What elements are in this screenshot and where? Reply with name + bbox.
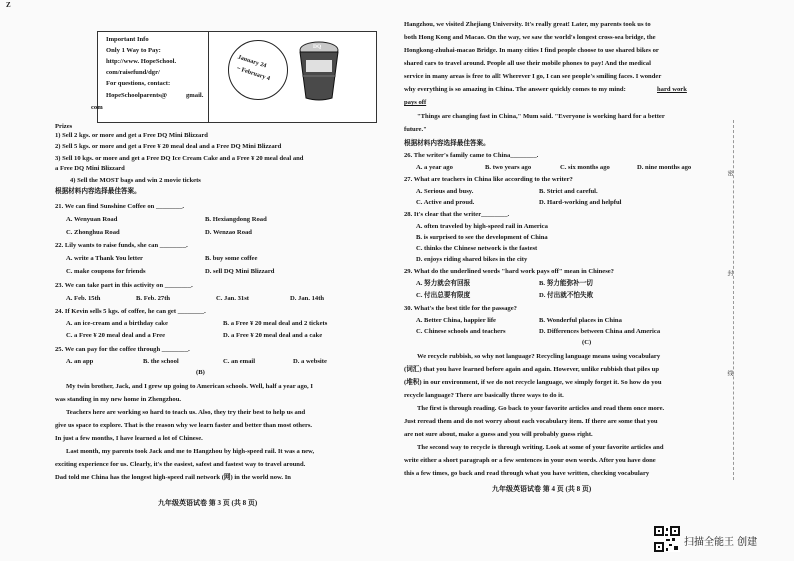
info-email: gmail. <box>186 92 204 99</box>
option: A. 努力就会有回报 <box>416 280 471 287</box>
prize-item: 2) Sell 5 kgs. or more and get a Free ¥ 20 meal deal and a Free DQ Mini Blizzard <box>55 143 282 150</box>
question-29: 29. What do the underlined words "hard work pays off" mean in Chinese? <box>404 268 614 275</box>
question-24: 24. If Kevin sells 5 kgs. of coffee, he can get ________. <box>55 308 206 315</box>
passage-c-line: The first is through reading. Go back to your favorite articles and read them once more. <box>417 405 665 412</box>
question-30: 30. What's the best title for the passage? <box>404 305 517 312</box>
passage-c-line: recycle language? There are basically three ways to do it. <box>404 392 564 399</box>
option: D. 付出就不怕失败 <box>539 292 594 299</box>
option: A. write a Thank You letter <box>66 255 143 262</box>
option: C. Jan. 31st <box>216 295 249 302</box>
question-27: 27. What are teachers in China like according to the writer? <box>404 176 573 183</box>
passage-line: My twin brother, Jack, and I grew up going to American schools. Well, half a year ago, I <box>66 383 313 390</box>
question-23: 23. We can take part in this activity on ________. <box>55 282 193 289</box>
option: D. Differences between China and America <box>539 328 661 335</box>
option: D. a Free ¥ 20 meal deal and a cake <box>223 332 323 339</box>
option: D. a website <box>293 358 327 365</box>
dq-logo: DQ <box>313 44 322 50</box>
passage-c-line: (词汇) that you have learned before again and again. However, unlike rubbish that piles up <box>404 366 659 373</box>
option: A. Feb. 15th <box>66 295 101 302</box>
passage-line: was standing in my new home in Zhengzhou. <box>55 396 182 403</box>
passage-c-line: this a few times, go back and read through what you have written, checking vocabulary <box>404 470 650 477</box>
option: A. Wenyuan Road <box>66 216 118 223</box>
info-email: HopeSchoolparents@ <box>106 92 167 99</box>
option: B. Wonderful places in China <box>539 317 622 324</box>
passage-line: Hangzhou, we visited Zhejiang University. It's really great! Later, my parents took us to <box>404 21 651 28</box>
passage-c-line: The second way to recycle is through writing. Look at some of your favorite articles and <box>417 444 664 451</box>
info-url: com/raisefund/dgr/ <box>106 69 160 76</box>
prize-item: 4) Sell the MOST bags and win 2 movie tickets <box>70 177 201 184</box>
option: D. Wenzao Road <box>205 229 252 236</box>
date-start: January 24 <box>236 53 268 70</box>
date-end: ~ February 4 <box>235 64 271 83</box>
page-footer: 九年级英语试卷 第 4 页 (共 8 页) <box>492 485 592 493</box>
info-line: Only 1 Way to Pay: <box>106 47 161 54</box>
option: C. a Free ¥ 20 meal deal and a Free <box>66 332 166 339</box>
passage-c-line: (堆积) in our environment, if we do not recycle language, we simply forget it. So how do you <box>404 379 662 386</box>
seal-line-mark: 封 <box>726 270 732 276</box>
passage-line: In just a few months, I have learned a lot of Chinese. <box>55 435 203 442</box>
passage-line: Dad told me China has the longest high-speed rail network (网) in the world now. In <box>55 474 291 481</box>
option: B. two years ago <box>485 164 532 171</box>
passage-line: "Things are changing fast in China," Mum said. "Everyone is working hard for a better <box>417 113 665 120</box>
instruction: 根据材料内容选择最佳答案。 <box>404 140 490 147</box>
scanner-watermark: 扫描全能王 创建 <box>684 537 758 548</box>
option: C. Zhonghua Road <box>66 229 120 236</box>
option: B. Strict and careful. <box>539 188 598 195</box>
info-line: For questions, contact: <box>106 80 171 87</box>
passage-c-line: write either a short paragraph or a few sentences in your own words. After you have done <box>404 457 656 464</box>
option: B. Feb. 27th <box>136 295 171 302</box>
option: D. Jan. 14th <box>290 295 325 302</box>
right-page <box>397 0 794 561</box>
passage-line: future." <box>404 126 427 133</box>
passage-line: Last month, my parents took Jack and me to Hangzhou by high-speed rail. It was a new, <box>66 448 315 455</box>
option: A. often traveled by high-speed rail in America <box>416 223 548 230</box>
question-28: 28. It's clear that the writer________. <box>404 211 510 218</box>
question-26: 26. The writer's family came to China________. <box>404 152 539 159</box>
passage-line: Teachers here are working so hard to teach us. Also, they try their best to help us and <box>66 409 306 416</box>
question-25: 25. We can pay for the coffee through ________. <box>55 346 190 353</box>
option: A. Better China, happier life <box>416 317 496 324</box>
prize-item: 3) Sell 10 kgs. or more and get a Free DQ Ice Cream Cake and a Free ¥ 20 meal deal and <box>55 155 304 162</box>
option: C. Chinese schools and teachers <box>416 328 506 335</box>
corner-mark: Z <box>6 1 11 9</box>
info-title: Important Info <box>106 36 149 43</box>
passage-line: both Hong Kong and Macao. On the way, we saw the world's longest cross-sea bridge, the <box>404 34 656 41</box>
option: B. buy some coffee <box>205 255 258 262</box>
option: C. six months ago <box>560 164 610 171</box>
info-url: http://www. HopeSchool. <box>106 58 177 65</box>
passage-line: give us space to explore. That is the reason why we learn faster and better than most others. <box>55 422 313 429</box>
underlined-phrase: hard work <box>657 86 687 93</box>
passage-c-line: We recycle rubbish, so why not language? Recycling language means using vocabulary <box>417 353 661 360</box>
option: A. an ice-cream and a birthday cake <box>66 320 168 327</box>
option: A. an app <box>66 358 94 365</box>
question-21: 21. We can find Sunshine Coffee on ________. <box>55 203 185 210</box>
prize-item: 1) Sell 2 kgs. or more and get a Free DQ Mini Blizzard <box>55 132 208 139</box>
prizes-title: Prizes <box>55 123 73 130</box>
option: D. sell DQ Mini Blizzard <box>205 268 275 275</box>
instruction: 根据材料内容选择最佳答案。 <box>55 188 141 195</box>
passage-line: shared cars to travel around. People all use their mobile phones to pay! And the medical <box>404 60 651 67</box>
option: B. is surprised to see the development of China <box>416 234 548 241</box>
option: D. enjoys riding shared bikes in the city <box>416 256 528 263</box>
page-footer: 九年级英语试卷 第 3 页 (共 8 页) <box>158 499 258 507</box>
seal-line <box>733 120 734 480</box>
seal-line-mark: 密 <box>726 170 732 176</box>
option: C. thinks the Chinese network is the fastest <box>416 245 538 252</box>
option: B. the school <box>143 358 179 365</box>
section-c-label: (C) <box>582 339 592 346</box>
option: C. make coupons for friends <box>66 268 146 275</box>
passage-c-line: are not sure about, make a guess and you will probably guess right. <box>404 431 593 438</box>
passage-line: service in many areas is free to all! Wherever I go, I can see people's smiling faces. I wonder <box>404 73 662 80</box>
option: C. an email <box>223 358 256 365</box>
qr-code-icon <box>654 526 680 552</box>
seal-line-mark: 线 <box>726 370 732 376</box>
info-email: com <box>91 104 103 111</box>
option: B. 努力能弥补一切 <box>539 280 593 287</box>
option: C. 付出总要有限度 <box>416 292 471 299</box>
passage-c-line: Just reread them and do not worry about each vocabulary item. If there are some that you <box>404 418 658 425</box>
option: D. Hard-working and helpful <box>539 199 622 206</box>
passage-line: exciting experience for us. Clearly, it's the easiest, safest and fastest way to travel around. <box>55 461 306 468</box>
option: C. Active and proud. <box>416 199 475 206</box>
passage-line: why everything is so amazing in China. The answer quickly comes to my mind: <box>404 86 626 93</box>
underlined-phrase: pays off <box>404 99 427 106</box>
option: B. Hexiangdong Road <box>205 216 267 223</box>
prize-item: a Free DQ Mini Blizzard <box>55 165 125 172</box>
poster-divider <box>208 31 209 122</box>
option: B. a Free ¥ 20 meal deal and 2 tickets <box>223 320 328 327</box>
question-22: 22. Lily wants to raise funds, she can ________. <box>55 242 188 249</box>
option: D. nine months ago <box>637 164 692 171</box>
section-b-label: (B) <box>196 369 205 376</box>
passage-line: Hongkong-zhuhai-macao Bridge. In many cities I find people choose to use shared bikes or <box>404 47 659 54</box>
option: A. Serious and busy. <box>416 188 474 195</box>
option: A. a year ago <box>416 164 453 171</box>
